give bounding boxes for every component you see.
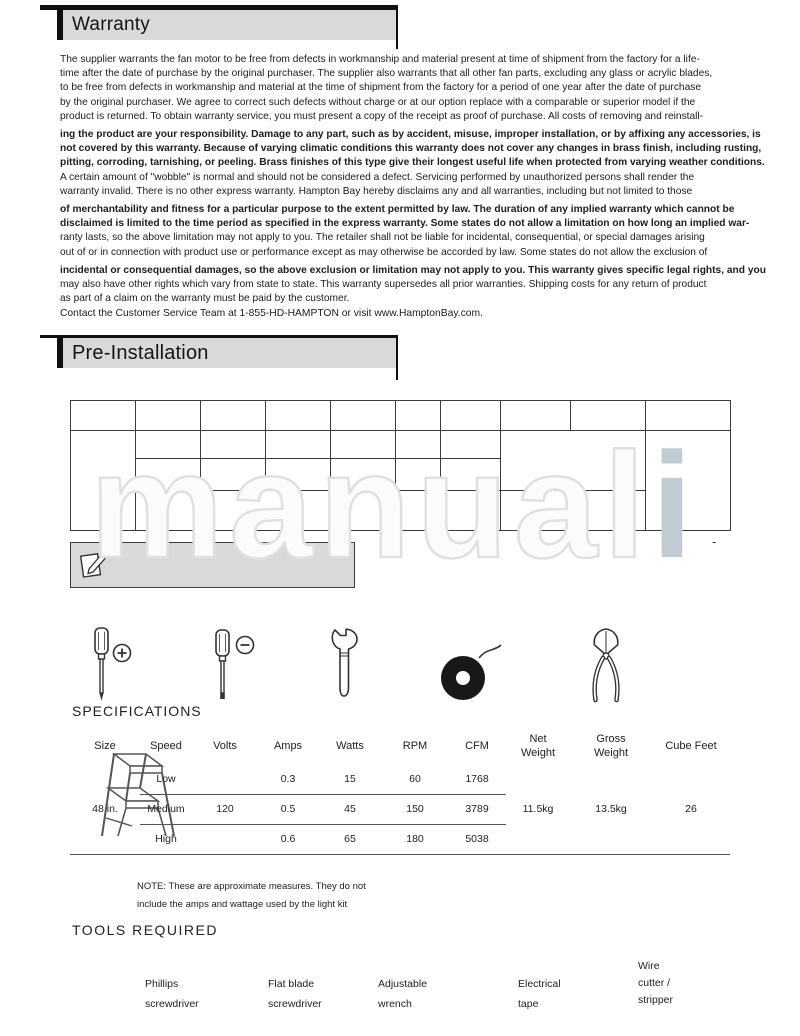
spec-cell — [70, 764, 140, 794]
spec-cell: Low — [140, 764, 192, 794]
table-cell — [571, 401, 646, 431]
electrical-tape-icon — [437, 642, 507, 704]
watermark-accent: i — [651, 421, 699, 589]
warranty-line: A certain amount of "wobble" is normal and should not be considered a defect. Servicing performed by unauthorized persons shall render the — [60, 171, 695, 183]
table-cell — [441, 401, 501, 431]
preinstall-title: Pre-Installation — [72, 341, 209, 364]
spec-note — [137, 878, 366, 914]
spec-note-line2: include the amps and wattage used by the light kit — [137, 899, 348, 910]
table-cell — [501, 431, 646, 491]
table-cell — [266, 459, 331, 491]
table-cell — [646, 431, 731, 531]
warranty-line: time after the date of purchase by the original purchaser. The supplier also warrants that all other fan parts, excluding any glass or acrylic blades, — [60, 68, 713, 80]
spec-col-rpm: RPM — [402, 740, 428, 752]
table-cell — [331, 459, 396, 491]
table-row — [71, 401, 731, 431]
flat-screwdriver-icon — [208, 628, 258, 704]
spec-col-size: Size — [94, 740, 116, 752]
spec-col-gross-weight-label: Gross Weight — [593, 733, 629, 759]
customer-service-contact: Contact the Customer Service Team at 1-855-HD-HAMPTON or visit www.HamptonBay.com. — [60, 308, 483, 319]
spec-col-cube-feet: Cube Feet — [665, 740, 717, 752]
spec-cell — [70, 824, 140, 854]
spec-cell — [192, 824, 258, 854]
warranty-text — [60, 53, 770, 306]
warranty-line: out of or in connection with product use or performance except as may otherwise be accorded by law. Some states do not allow the exclusion of — [60, 246, 708, 258]
spec-cell — [652, 824, 730, 854]
spec-header-row — [70, 728, 730, 764]
table-cell — [266, 401, 331, 431]
specifications-heading: SPECIFICATIONS — [72, 703, 202, 719]
tool-label-line: Phillips — [145, 978, 179, 990]
tool-label-flat-blade — [268, 978, 322, 1018]
spec-cell: 15 — [318, 764, 382, 794]
tool-label-line: tape — [518, 998, 539, 1010]
warranty-line: may also have other rights which vary from state to state. This warranty supersedes all prior warranties. Shipping costs for any return of product — [60, 279, 707, 291]
stray-dash: - — [712, 534, 717, 549]
spec-cell — [506, 764, 570, 794]
preinstall-header-rightline — [396, 335, 398, 380]
tool-label-line: Adjustable — [378, 978, 428, 990]
spec-cell: High — [155, 833, 177, 845]
tool-label-adjustable-wrench — [378, 978, 427, 1018]
spec-cell: 120 — [192, 794, 258, 824]
spec-cell — [570, 764, 652, 794]
table-cell — [136, 491, 501, 531]
wire-cutter-icon — [583, 626, 629, 706]
note-callout-box — [70, 542, 355, 588]
tool-label-line: wrench — [378, 998, 412, 1010]
spec-cell: 3789 — [448, 794, 506, 824]
table-row — [71, 431, 731, 459]
warranty-line: ranty lasts, so the above limitation may not apply to you. The retailer shall not be liable for incidental, consequential, or special damages arising — [60, 232, 705, 244]
spec-cell — [652, 764, 730, 794]
warranty-header-rightline — [396, 5, 398, 49]
warranty-title: Warranty — [72, 14, 150, 35]
table-cell — [331, 401, 396, 431]
table-cell — [136, 431, 201, 459]
spec-cell — [570, 824, 652, 854]
tool-label-line: screwdriver — [145, 998, 199, 1010]
spec-cell: 150 — [382, 794, 448, 824]
tool-label-phillips — [145, 978, 199, 1018]
spec-col-cfm: CFM — [465, 740, 489, 752]
table-cell — [501, 401, 571, 431]
pre-install-table — [70, 400, 731, 531]
table-cell — [441, 431, 501, 459]
warranty-line: not covered by this warranty. Because of varying climatic conditions this warranty does not cover any changes in brass finish, including rusting, — [60, 143, 762, 155]
warranty-line: disclaimed is limited to the time period as specified in the express warranty. Some states do not allow a limitation on how long an implied war- — [60, 218, 750, 230]
spec-cell — [192, 764, 258, 794]
table-cell — [71, 401, 136, 431]
warranty-line: warranty invalid. There is no other express warranty. Hampton Bay hereby disclaims any and all warranties, including but not limited to those — [60, 185, 693, 197]
table-cell — [201, 431, 266, 459]
tool-label-line: screwdriver — [268, 998, 322, 1010]
preinstall-section-header — [57, 338, 397, 368]
table-cell — [396, 401, 441, 431]
spec-cell: 45 — [318, 794, 382, 824]
spec-cell — [506, 824, 570, 854]
spec-col-watts: Watts — [336, 740, 364, 752]
spec-cell: Medium — [140, 794, 192, 824]
tool-label-line: Electrical — [518, 978, 561, 990]
table-cell — [441, 459, 501, 491]
phillips-screwdriver-icon — [83, 626, 133, 704]
table-cell — [501, 491, 646, 531]
spec-note-line1: NOTE: These are approximate measures. They do not — [137, 881, 366, 892]
spec-row-medium — [70, 794, 730, 824]
table-cell — [646, 401, 731, 431]
tool-label-line: cutter / — [638, 977, 671, 989]
table-cell — [136, 401, 201, 431]
spec-col-net-weight-label: Net Weight — [520, 733, 556, 759]
table-cell — [396, 431, 441, 459]
warranty-section-header — [57, 10, 397, 40]
table-row — [71, 491, 731, 531]
warranty-line: The supplier warrants the fan motor to be free from defects in workmanship and material present at time of shipment from the factory for a life- — [60, 54, 700, 65]
spec-cell: 60 — [382, 764, 448, 794]
spec-cell: 13.5kg — [595, 803, 627, 815]
specifications-table — [70, 728, 730, 855]
spec-cell: 65 — [344, 833, 356, 845]
spec-cell: 180 — [406, 833, 424, 845]
spec-row-high — [70, 824, 730, 854]
warranty-line: incidental or consequential damages, so the above exclusion or limitation may not apply to you. This warranty gives specific legal rights, and you — [60, 264, 766, 276]
warranty-line: ing the product are your responsibility. Damage to any part, such as by accident, misuse, improper installation, or by affixing any accessories, is — [60, 129, 761, 141]
adjustable-wrench-icon — [328, 626, 362, 702]
spec-col-speed: Speed — [150, 740, 182, 752]
tool-label-line: Flat blade — [268, 978, 315, 990]
warranty-line: pitting, corroding, tarnishing, or peeling. Brass finishes of this type give their longest useful life when protected from varying weather conditions. — [60, 157, 765, 169]
warranty-line: of merchantability and fitness for a particular purpose to the extent permitted by law. The duration of any implied warranty which cannot be — [60, 204, 735, 216]
spec-cell: 48 in. — [92, 803, 118, 815]
tool-label-line: Wire — [638, 960, 660, 972]
tool-label-wire-cutter — [638, 960, 673, 1011]
table-cell — [201, 459, 266, 491]
writing-note-icon — [79, 549, 109, 581]
spec-cell: 1768 — [448, 764, 506, 794]
spec-cell: 0.3 — [258, 764, 318, 794]
table-cell — [71, 431, 136, 531]
table-cell — [266, 431, 331, 459]
spec-row-low — [70, 764, 730, 794]
spec-col-gross-weight — [570, 728, 652, 764]
spec-col-net-weight — [506, 728, 570, 764]
table-cell — [201, 401, 266, 431]
spec-cell: 11.5kg — [522, 803, 554, 815]
spec-cell: 26 — [685, 803, 697, 815]
warranty-line: as part of a claim on the warranty must be paid by the customer. — [60, 293, 350, 305]
spec-cell: 0.6 — [280, 833, 296, 845]
warranty-line: by the original purchaser. We agree to correct such defects without charge or at our option replace with a comparable or superior model if the — [60, 96, 696, 108]
tools-required-heading: TOOLS REQUIRED — [72, 922, 218, 938]
spec-col-volts: Volts — [213, 740, 237, 752]
tool-label-electrical-tape — [518, 978, 561, 1018]
spec-col-amps: Amps — [273, 740, 303, 752]
spec-cell: 0.5 — [258, 794, 318, 824]
warranty-line: to be free from defects in workmanship and material at the time of shipment from the factory for a period of one year after the date of purchase — [60, 82, 702, 94]
table-cell — [136, 459, 201, 491]
table-cell — [331, 431, 396, 459]
warranty-line: product is returned. To obtain warranty service, you must present a copy of the receipt as proof of purchase. All costs of removing and reinstall- — [60, 110, 704, 122]
table-cell — [396, 459, 441, 491]
watermark-main: manual — [90, 421, 652, 589]
tool-label-line: stripper — [638, 994, 674, 1006]
spec-cell: 5038 — [465, 833, 489, 845]
